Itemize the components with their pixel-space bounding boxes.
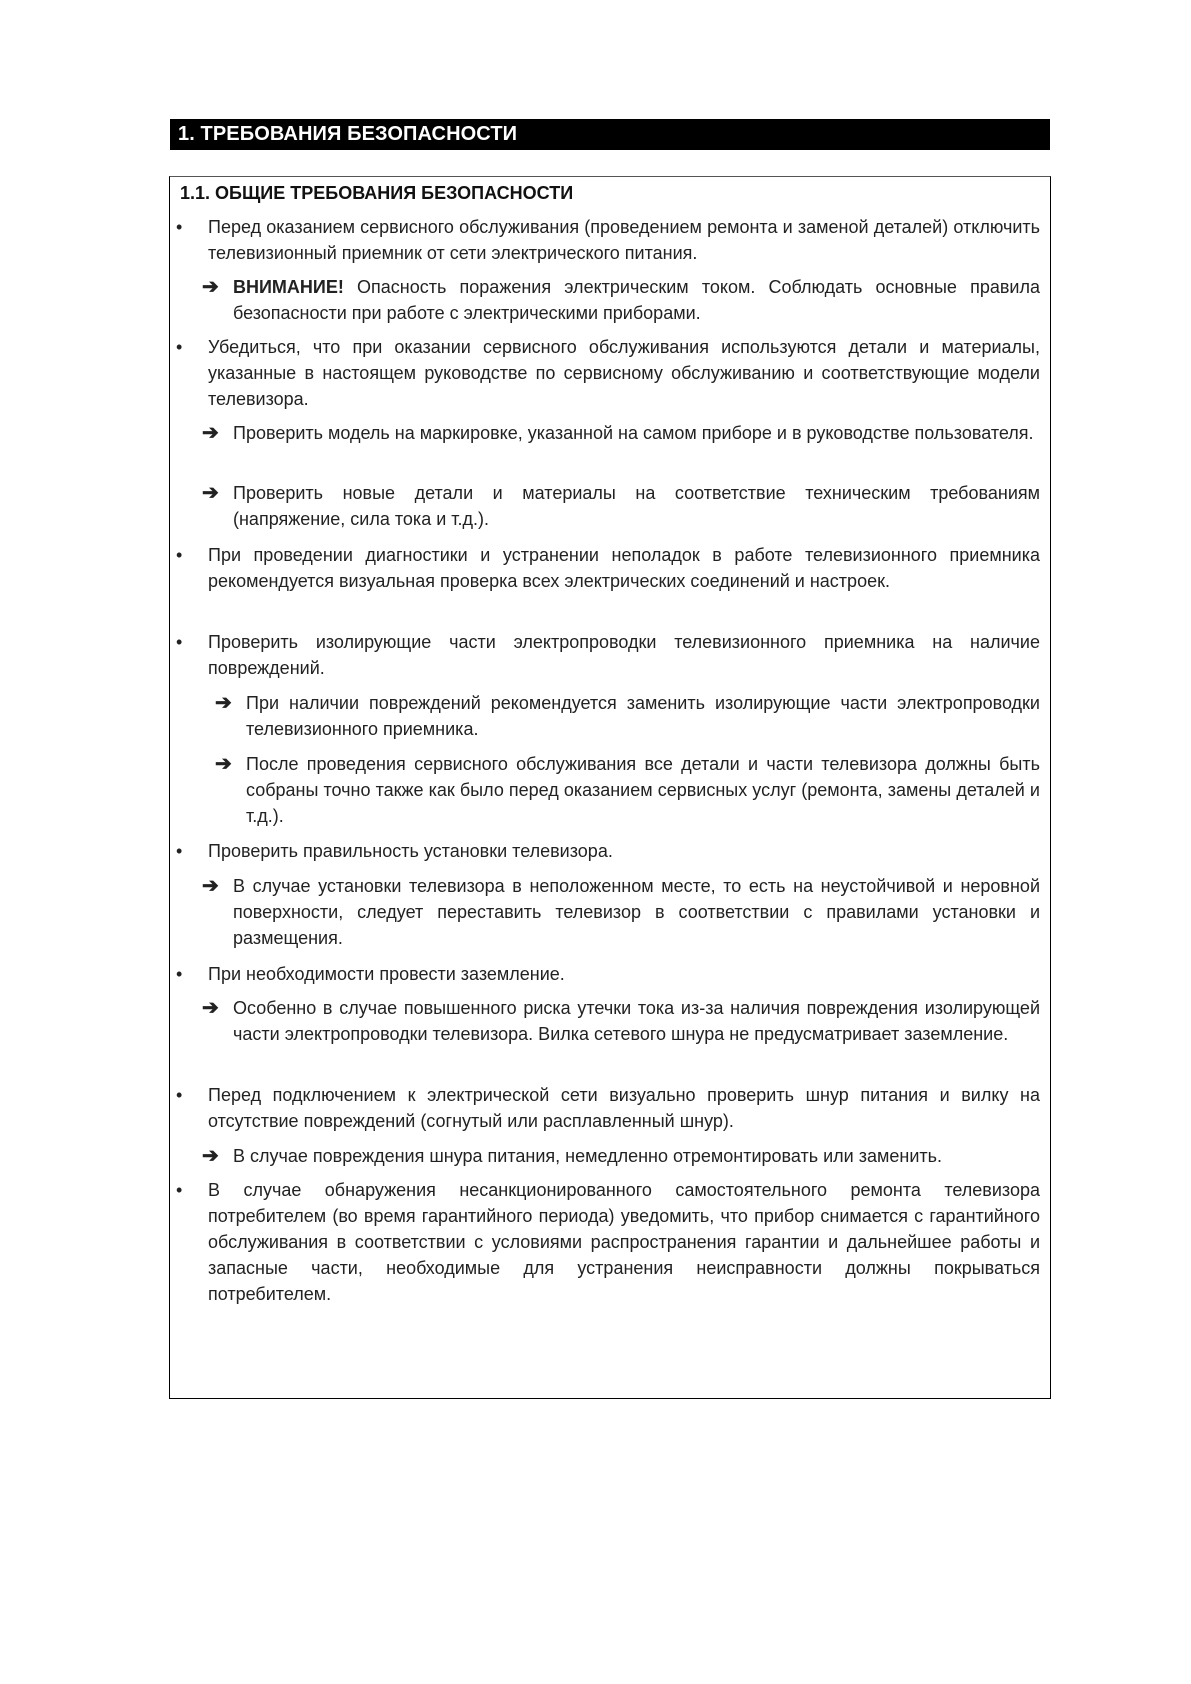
list-item-text: При необходимости провести заземление.	[208, 964, 565, 984]
list-item-text: При проведении диагностики и устранении неполадок в работе телевизионного приемника рекомендуется визуальная проверка всех электрических соединений и настроек.	[208, 545, 1040, 591]
sub-list-item	[215, 690, 1040, 742]
sub-list-item-text: В случае установки телевизора в неположенном месте, то есть на неустойчивой и неровной поверхности, следует переставить телевизор в соответствии с правилами установки и размещения.	[233, 876, 1040, 948]
arrow-right-icon: ➔	[202, 422, 219, 444]
sub-list-item	[202, 1143, 1040, 1169]
sub-list-item-text: В случае повреждения шнура питания, немедленно отремонтировать или заменить.	[233, 1146, 943, 1166]
list-item	[176, 1082, 1040, 1134]
sub-list-item	[202, 480, 1040, 532]
list-item	[176, 214, 1040, 266]
sub-list-item-text: При наличии повреждений рекомендуется заменить изолирующие части электропроводки телевизионного приемника.	[246, 693, 1040, 739]
list-item-text: Проверить изолирующие части электропроводки телевизионного приемника на наличие повреждений.	[208, 632, 1040, 678]
bullet-icon: •	[176, 545, 183, 565]
bullet-icon: •	[176, 337, 183, 357]
arrow-right-icon: ➔	[202, 997, 219, 1019]
subsection-title: 1.1. ОБЩИЕ ТРЕБОВАНИЯ БЕЗОПАСНОСТИ	[180, 183, 574, 203]
sub-list-item-text: Опасность поражения электрическим током. Соблюдать основные правила безопасности при работе с электрическими приборами.	[233, 277, 1040, 323]
list-item	[176, 629, 1040, 681]
list-item-text: Проверить правильность установки телевизора.	[208, 841, 613, 861]
arrow-right-icon: ➔	[202, 1145, 219, 1167]
section-title: 1. ТРЕБОВАНИЯ БЕЗОПАСНОСТИ	[170, 119, 1050, 150]
list-item-text: В случае обнаружения несанкционированного самостоятельного ремонта телевизора потребителем (во время гарантийного периода) уведомить, что прибор снимается с гарантийного обслуживания в соответствии с условиями распространения гарантии и дальнейшее работы и запасные части, необходимые для устранения неисправности должны покрываться потребителем.	[208, 1180, 1040, 1304]
warning-label: ВНИМАНИЕ!	[233, 277, 344, 297]
list-item-text: Убедиться, что при оказании сервисного обслуживания используются детали и материалы, указанные в настоящем руководстве по сервисному обслуживанию и соответствующие модели телевизора.	[208, 337, 1040, 409]
arrow-right-icon: ➔	[202, 875, 219, 897]
sub-list-item-text: Проверить модель на маркировке, указанной на самом приборе и в руководстве пользователя.	[233, 423, 1034, 443]
arrow-right-icon: ➔	[215, 753, 232, 775]
bullet-icon: •	[176, 1085, 183, 1105]
list-item	[176, 542, 1040, 594]
sub-list-item-text: Особенно в случае повышенного риска утечки тока из-за наличия повреждения изолирующей части электропроводки телевизора. Вилка сетевого шнура не предусматривает заземление.	[233, 998, 1040, 1044]
bullet-icon: •	[176, 841, 183, 861]
list-item-text: Перед подключением к электрической сети визуально проверить шнур питания и вилку на отсутствие повреждений (согнутый или расплавленный шнур).	[208, 1085, 1040, 1131]
list-item	[176, 961, 1040, 987]
safety-requirements-box	[169, 176, 1051, 1399]
bullet-icon: •	[176, 1180, 183, 1200]
sub-list-item	[215, 751, 1040, 829]
sub-list-item	[202, 420, 1040, 446]
list-item	[176, 1177, 1040, 1307]
sub-list-item	[202, 274, 1040, 326]
bullet-icon: •	[176, 964, 183, 984]
list-item-text: Перед оказанием сервисного обслуживания (проведением ремонта и заменой деталей) отключить телевизионный приемник от сети электрического питания.	[208, 217, 1040, 263]
sub-list-item	[202, 995, 1040, 1047]
bullet-icon: •	[176, 632, 183, 652]
arrow-right-icon: ➔	[202, 482, 219, 504]
arrow-right-icon: ➔	[215, 692, 232, 714]
bullet-icon: •	[176, 217, 183, 237]
list-item	[176, 334, 1040, 412]
sub-list-item-text: После проведения сервисного обслуживания все детали и части телевизора должны быть собраны точно также как было перед оказанием сервисных услуг (ремонта, замены деталей и т.д.).	[246, 754, 1040, 826]
arrow-right-icon: ➔	[202, 276, 219, 298]
sub-list-item-text: Проверить новые детали и материалы на соответствие техническим требованиям (напряжение, сила тока и т.д.).	[233, 483, 1040, 529]
list-item	[176, 838, 1040, 864]
sub-list-item	[202, 873, 1040, 951]
